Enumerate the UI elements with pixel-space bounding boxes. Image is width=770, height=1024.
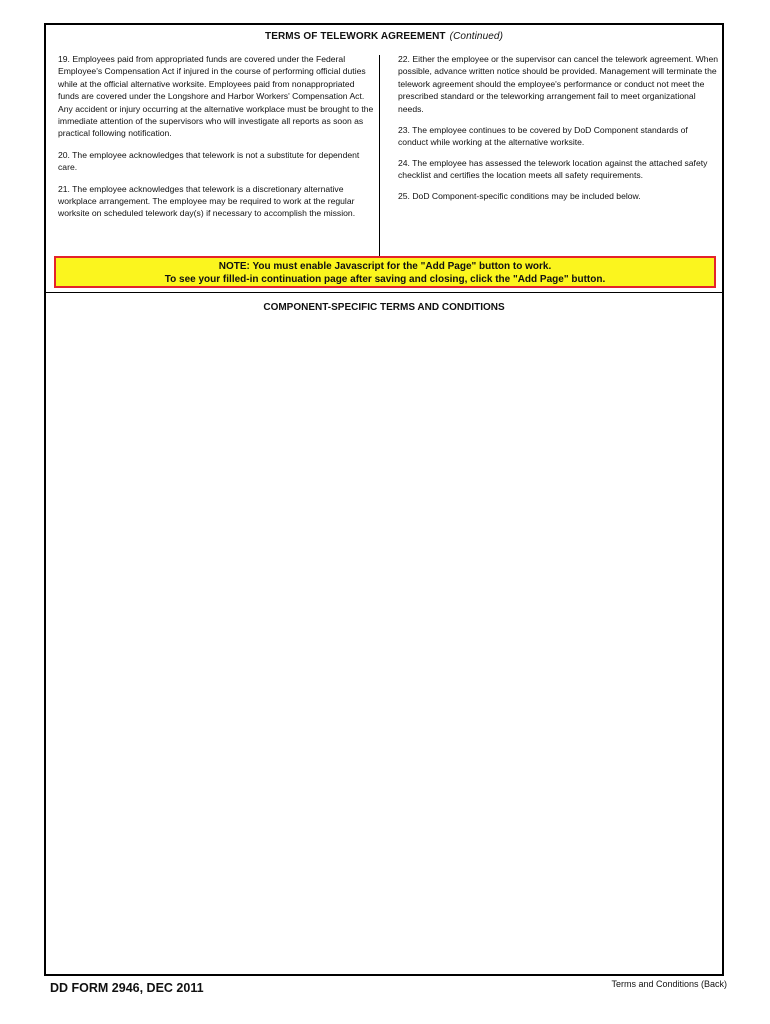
- term-25: 25. DoD Component-specific conditions may be included below.: [398, 190, 641, 201]
- form-id: DD FORM 2946, DEC 2011: [50, 981, 204, 995]
- javascript-note-box: [54, 256, 716, 288]
- note-line-1: NOTE: You must enable Javascript for the "Add Page" button to work.: [218, 261, 552, 272]
- term-19: 19. Employees paid from appropriated funds are covered under the Federal Employee's Compensation Act if injured in the course of performing official duties while at the official alternative worksite. Employees paid from nonappropriated funds are covered under the Longshore and Harbor Workers' Compensation Act. Any accident or injury occurring at the alternative workplace must be brought to the immediate attention of the supervisors who will investigate all reports as soon as practical following notification.: [58, 54, 374, 139]
- terms-title: TERMS OF TELEWORK AGREEMENT: [264, 31, 446, 42]
- term-21: 21. The employee acknowledges that telework is a discretionary alternative workplace arrangement. The employee may be required to work at the regular worksite on scheduled telework day(s) if necessary to accomplish the mission.: [58, 183, 356, 219]
- column-divider: [379, 55, 380, 267]
- term-20: 20. The employee acknowledges that telework is not a substitute for dependent care.: [58, 149, 360, 173]
- page-label: Terms and Conditions (Back): [611, 979, 727, 989]
- form-frame: [44, 23, 724, 976]
- term-24: 24. The employee has assessed the telework location against the attached safety checklist and certifies the location meets all safety requirements.: [398, 157, 708, 181]
- terms-left-column: [58, 53, 376, 229]
- terms-right-column: [398, 53, 720, 211]
- note-line-2: To see your filled-in continuation page after saving and closing, click the "Add Page" button.: [164, 274, 606, 285]
- terms-header: [46, 25, 722, 45]
- terms-columns: [46, 45, 722, 269]
- section-divider: [46, 292, 722, 293]
- component-terms-field[interactable]: [46, 317, 722, 972]
- component-terms-title: COMPONENT-SPECIFIC TERMS AND CONDITIONS: [263, 302, 505, 313]
- terms-subtitle: (Continued): [449, 31, 504, 42]
- term-23: 23. The employee continues to be covered by DoD Component standards of conduct while working at the alternative worksite.: [398, 125, 688, 148]
- term-22: 22. Either the employee or the supervisor can cancel the telework agreement. When possible, advance written notice should be provided. Management will terminate the telework agreement should the employee's performance or conduct not meet the prescribed standard or the teleworking arrangement fail to meet organizational needs.: [398, 54, 719, 114]
